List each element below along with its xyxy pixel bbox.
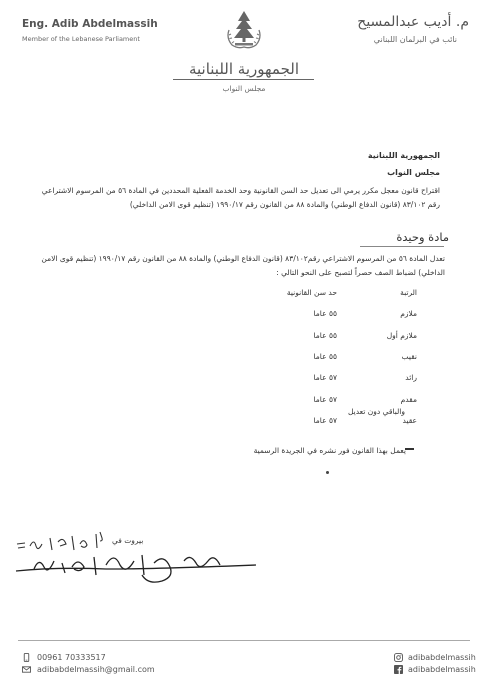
proposal-text: اقتراح قانون معجل مكرر يرمي الى تعديل حد السن القانونية وحد الخدمة الفعلية المحددين في المادة ٥٦ من المرسوم الاشتراعي رقم ٨٣/١٠٢ (قانون الدفاع الوطني) والمادة ٨٨ من القانون رقم ١٩٩٠/١٧ (تنظيم قوى الامن الداخلي) bbox=[41, 186, 440, 209]
bullet-icon bbox=[405, 448, 414, 450]
table-row bbox=[281, 367, 417, 388]
phone-icon bbox=[22, 653, 31, 662]
table-cell: ملازم bbox=[400, 309, 417, 319]
stray-dot bbox=[326, 471, 329, 474]
article-heading: مادة وحيدة bbox=[396, 230, 449, 244]
heading-underline bbox=[360, 246, 444, 247]
footer-phone: 00961 70333517 bbox=[37, 653, 106, 662]
body-republic: الجمهورية اللبنانية bbox=[367, 151, 440, 160]
rest-unchanged-text: والباقي دون تعديل bbox=[347, 407, 405, 416]
footer-facebook[interactable]: adibabdelmassih bbox=[408, 665, 476, 674]
header-en-name: Eng. Adib Abdelmassih bbox=[22, 18, 158, 30]
table-cell: رائد bbox=[405, 373, 417, 383]
signature-place: بيروت في bbox=[112, 536, 144, 545]
table-cell: ملازم أول bbox=[386, 330, 417, 340]
table-cell: عقيد bbox=[402, 415, 417, 425]
table-header: حد سن القانونية bbox=[286, 288, 337, 298]
header-divider bbox=[173, 79, 314, 80]
table-cell: ٥٥ عاما bbox=[313, 309, 337, 319]
header-parliament: مجلس النواب bbox=[222, 84, 266, 93]
signature-icon bbox=[14, 543, 274, 588]
footer-instagram[interactable]: adibabdelmassih bbox=[408, 653, 476, 662]
table-row bbox=[281, 325, 417, 346]
table-cell: مقدم bbox=[400, 394, 417, 404]
table-row bbox=[281, 346, 417, 367]
header-ar-name: م. أديب عبدالمسيح bbox=[357, 14, 469, 30]
publication-text: يعمل بهذا القانون فور نشره في الجريدة الرسمية bbox=[253, 446, 406, 455]
table-cell: ٥٥ عاما bbox=[313, 330, 337, 340]
header-republic: الجمهورية اللبنانية bbox=[188, 60, 300, 78]
article-text: تعدل المادة ٥٦ من المرسوم الاشتراعي رقم٨٣/١٠٢ (قانون الدفاع الوطني) والمادة ٨٨ من القانون رقم ١٩٩٠/١٧ (تنظيم قوى الامن الداخلي) لضباط الصف حصراً لتصبح على النحو التالي : bbox=[41, 254, 445, 277]
table-cell: ٥٧ عاما bbox=[313, 394, 337, 404]
header-en-subtitle: Member of the Lebanese Parliament bbox=[22, 35, 140, 43]
header-ar-subtitle: نائب في البرلمان اللبناني bbox=[373, 35, 457, 44]
footer-email[interactable]: adibabdelmassih@gmail.com bbox=[37, 665, 155, 674]
instagram-icon bbox=[394, 653, 403, 662]
table-cell: نقيب bbox=[401, 352, 417, 362]
table-cell: ٥٧ عاما bbox=[313, 373, 337, 383]
table-row bbox=[281, 303, 417, 324]
table-header-row bbox=[281, 282, 417, 303]
parliament-crest-icon bbox=[223, 8, 265, 50]
table-cell: ٥٥ عاما bbox=[313, 352, 337, 362]
mail-icon bbox=[22, 665, 31, 674]
body-council: مجلس النواب bbox=[387, 168, 440, 177]
table-header: الرتبة bbox=[400, 288, 417, 298]
table-cell: ٥٧ عاما bbox=[313, 415, 337, 425]
facebook-icon bbox=[394, 665, 403, 674]
footer-divider bbox=[18, 640, 470, 641]
